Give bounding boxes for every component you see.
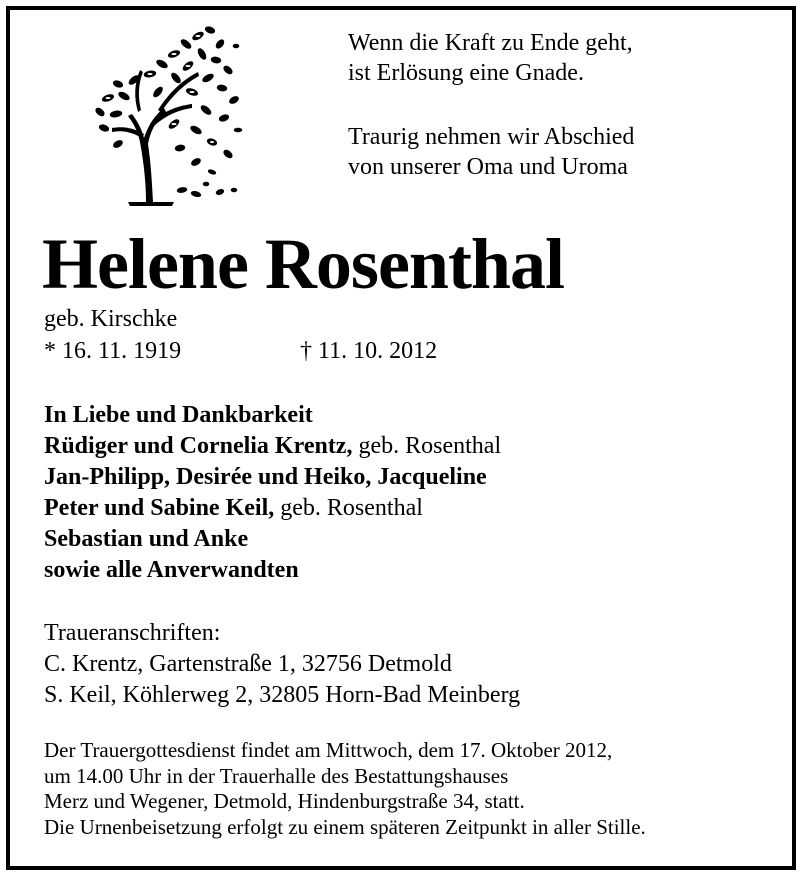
service-line: um 14.00 Uhr in der Trauerhalle des Bestattungshauses bbox=[44, 763, 509, 788]
tree-icon bbox=[88, 14, 248, 206]
verse-top bbox=[348, 28, 633, 88]
mourner-names: Peter und Sabine Keil, bbox=[44, 495, 275, 521]
mourner-line: Jan-Philipp, Desirée und Heiko, Jacqueline bbox=[44, 464, 487, 490]
verse-line-3: Traurig nehmen wir Abschied bbox=[348, 124, 635, 150]
mourner-line: Sebastian und Anke bbox=[44, 526, 249, 552]
verse-line-4: von unserer Oma und Uroma bbox=[348, 154, 628, 180]
mourner-names: Rüdiger und Cornelia Krentz, bbox=[44, 433, 353, 459]
deceased-name: Helene Rosenthal bbox=[42, 224, 564, 304]
birth-date: * 16. 11. 1919 bbox=[44, 338, 182, 364]
addresses-label: Traueranschriften: bbox=[44, 620, 221, 646]
mourner-maiden: geb. Rosenthal bbox=[352, 433, 502, 459]
death-date: † 11. 10. 2012 bbox=[300, 338, 438, 364]
service-line: Die Urnenbeisetzung erfolgt zu einem späteren Zeitpunkt in aller Stille. bbox=[44, 814, 646, 839]
service-info bbox=[44, 738, 646, 840]
mourner-line: sowie alle Anverwandten bbox=[44, 557, 299, 583]
mourners-block bbox=[44, 400, 501, 586]
verse-farewell bbox=[348, 122, 634, 182]
mourner-line bbox=[44, 431, 501, 462]
verse-line-1: Wenn die Kraft zu Ende geht, bbox=[348, 30, 633, 56]
mourners-intro: In Liebe und Dankbarkeit bbox=[44, 402, 313, 428]
mourner-line bbox=[44, 493, 501, 524]
address-line: S. Keil, Köhlerweg 2, 32805 Horn-Bad Meinberg bbox=[44, 682, 521, 708]
verse-line-2: ist Erlösung eine Gnade. bbox=[348, 60, 584, 86]
maiden-name: geb. Kirschke bbox=[44, 306, 178, 332]
address-line: C. Krentz, Gartenstraße 1, 32756 Detmold bbox=[44, 651, 452, 677]
addresses-block bbox=[44, 618, 520, 711]
mourner-maiden: geb. Rosenthal bbox=[274, 495, 423, 521]
service-line: Merz und Wegener, Detmold, Hindenburgstraße 34, statt. bbox=[44, 789, 525, 813]
service-line: Der Trauergottesdienst findet am Mittwoch, dem 17. Oktober 2012, bbox=[44, 738, 613, 762]
